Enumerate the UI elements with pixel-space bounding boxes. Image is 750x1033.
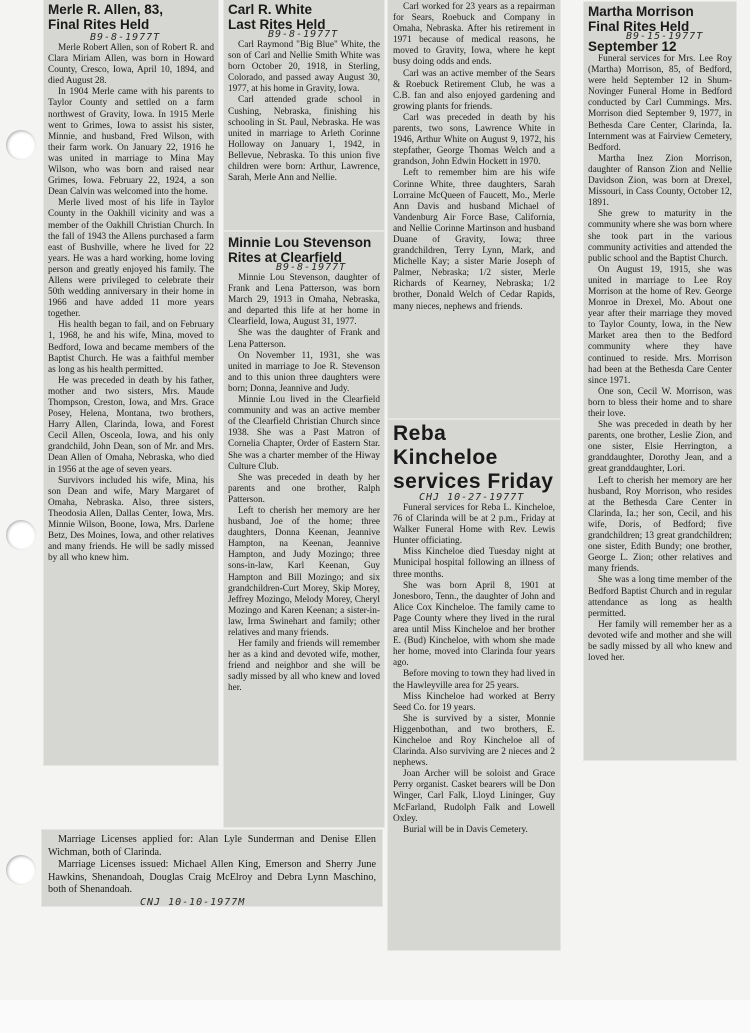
paragraph: She was born April 8, 1901 at Jonesboro, Tenn., the daughter of John and Alice Cox Kincheloe. The family came to Page County where they lived in the rural area until Miss Kincheloe and her brother E. (Bud) Kincheloe, with whom she made her home, moved into Clarinda four years ago. [393, 580, 555, 669]
paragraph: She was preceded in death by her parents, one brother, Leslie Zion, and one sister, Elsie Herrington, a granddaughter, Dorothy Jean, and a great granddaughter, Lori. [588, 420, 732, 475]
punch-hole [6, 130, 36, 160]
headline: services Friday [393, 470, 554, 493]
paragraph: Her family and friends will remember her as a kind and devoted wife, mother, friend and neighbor and she will be sadly missed by all who knew and loved her. [228, 639, 380, 694]
headline: Martha Morrison [588, 4, 694, 19]
punch-hole [6, 520, 36, 550]
licenses-issued: Marriage Licenses issued: Michael Allen King, Emerson and Sherry June Hawkins, Shenandoah, Douglas Craig McElroy and Debra Lynn Maschino, both of Shenandoah. [48, 859, 376, 895]
paragraph: Carl worked for 23 years as a repairman for Sears, Roebuck and Company in Omaha, Nebraska. After his retirement in 1971 because of medical reasons, he moved to Gravity, Iowa, where he kept busy doing odds and ends. [393, 2, 555, 68]
headline: Final Rites Held [48, 17, 150, 32]
paragraph: Survivors included his wife, Mina, his son Dean and wife, Mary Margaret of Omaha, Nebraska. Also, three sisters, Theodosia Allen, Dallas Center, Iowa, Mrs. Minnie Wilson, Boone, Iowa, Mrs. Darlene Betz, Des Moines, Iowa, and other relatives and many friends. He will be sadly missed by all who knew him. [48, 475, 214, 564]
paragraph: She was the daughter of Frank and Lena Patterson. [228, 328, 380, 350]
obituary-morrison [584, 2, 736, 760]
headline: Rites at Clearfield [228, 250, 343, 265]
paragraph: One son, Cecil W. Morrison, was born to bless their home and to share their love. [588, 386, 732, 419]
paragraph: Miss Kincheloe had worked at Berry Seed Co. for 19 years. [393, 691, 555, 713]
paragraph: Carl Raymond "Big Blue" White, the son of Carl and Nellie Smith White was born October 20, 1918, in Sterling, Colorado, and passed away August 30, 1977, at his home in Gravity, Iowa. [228, 40, 380, 95]
headline: Carl R. White [228, 2, 313, 17]
paragraph: Funeral services for Mrs. Lee Roy (Martha) Morrison, 85, of Bedford, were held September 12 in Shum-Novinger Funeral Home in Bedford conducted by Carl Cummings. Mrs. Morrison died September 9, 1977, in Bethesda Care Center, Clarinda, Ia. Internment was at Fairview Cemetery, Bedford. [588, 54, 732, 153]
paragraph: Carl was preceded in death by his parents, two sons, Lawrence White in 1946, Arthur White on August 9, 1972, his stepfather, George Thomas Welch and a grandson, John Edwin Hockett in 1970. [393, 112, 555, 168]
handwritten-date: B9-8-1977T [268, 29, 339, 40]
headline: Last Rites Held [228, 17, 326, 32]
paragraph: His health began to fail, and on February 1, 1968, he and his wife, Mina, moved to Bedford, Iowa and became members of the Baptist Church. He was a faithful member as long as his health permitted. [48, 320, 214, 375]
marriage-licenses [42, 830, 382, 906]
paragraph: Before moving to town they had lived in the Hawleyville area for 25 years. [393, 669, 555, 691]
paragraph: Her family will remember her as a devoted wife and mother and she will be sadly missed by all who knew and loved her. [588, 619, 732, 664]
handwritten-date: CHJ 10-27-1977T [419, 492, 525, 503]
headline: September 12 [588, 39, 677, 54]
paragraph: Funeral services for Reba L. Kincheloe, 76 of Clarinda will be at 2 p.m., Friday at Walker Funeral Home with Rev. Lewis Hunter officiating. [393, 503, 555, 547]
handwritten-date: CNJ 10-10-1977M [140, 896, 246, 906]
obituary-allen [44, 0, 218, 765]
paragraph: She was preceded in death by her parents and one brother, Ralph Patterson. [228, 472, 380, 505]
punch-hole [6, 855, 36, 885]
page-bottom-margin [0, 1000, 750, 1033]
obituary-white [224, 0, 384, 230]
paragraph: She was a long time member of the Bedford Baptist Church and in regular attendance as long as health permitted. [588, 575, 732, 619]
paragraph: On November 11, 1931, she was united in marriage to Joe R. Stevenson and to this union three daughters were born; Donna, Jeannive and Judy. [228, 350, 380, 394]
paragraph: Carl was an active member of the Sears & Roebuck Retirement Club, he was a C.B. fan and also enjoyed gardening and growing plants for friends. [393, 68, 555, 112]
headline: Final Rites Held [588, 19, 690, 34]
paragraph: Burial will be in Davis Cemetery. [403, 824, 528, 835]
obituary-kincheloe [388, 420, 560, 950]
paragraph: Minnie Lou Stevenson, daughter of Frank and Lena Patterson, was born March 29, 1913 in Omaha, Nebraska, and departed this life at her home in Clearfield, Iowa, August 31, 1977. [228, 273, 380, 328]
obituary-white-continued [388, 0, 560, 418]
headline: Minnie Lou Stevenson [228, 235, 372, 250]
headline: Reba Kincheloe [393, 422, 498, 469]
paragraph: Merle Robert Allen, son of Robert R. and Clara Miriam Allen, was born in Howard County, Cresco, Iowa, April 10, 1894, and died August 28. [48, 43, 214, 87]
paragraph: She is survived by a sister, Monnie Higgenbothan, and two brothers, E. Kincheloe and Roy Kincheloe all of Clarinda. Also surviving are 2 nieces and 2 nephews. [393, 713, 555, 769]
licenses-applied: Marriage Licenses applied for: Alan Lyle Sunderman and Denise Ellen Wichman, both of Clarinda. [48, 834, 376, 858]
paragraph: Minnie Lou lived in the Clearfield community and was an active member of the Clearfield Christian Church since 1938. She was a Past Matron of Cornelia Chapter, Order of Eastern Star. She was a charter member of the Hiway Culture Club. [228, 395, 380, 472]
obituary-stevenson [224, 232, 384, 827]
paragraph: Left to cherish her memory are her husband, Roy Morrison, who resides at the Bethesda Care Center in Clarinda, Ia.; her son, Cecil, and his wife, Doris, of Bedford; five grandchildren; 13 great grandchildren; one sister, Edith Bundy; one brother, George L. Zion; other relatives and many friends. [588, 475, 732, 575]
handwritten-date: B9-15-1977T [626, 31, 704, 42]
handwritten-date: B9-8-1977T [276, 262, 347, 273]
paragraph: She grew to maturity in the community where she was born where she took part in the various community activities and attended the public school and the Baptist Church. [588, 209, 732, 264]
paragraph: On August 19, 1915, she was united in marriage to Lee Roy Morrison at the home of Rev. George Monroe in Drexel, Mo. About one year after their marriage they moved to Taylor County, Iowa, in the New Market area then to the Bedford community where they have continued to reside. Mrs. Morrison had been at the Bethesda Care Center since 1971. [588, 264, 732, 386]
headline: Merle R. Allen, 83, [48, 2, 164, 17]
paragraph: Carl attended grade school in Cushing, Nebraska, finishing his schooling in St. Paul, Nebraska. He was united in marriage to Arleth Corinne Holloway on January 1, 1942, in Bellevue, Nebraska. To this union five children were born: Arthur, Lawrence, Sarah, Merle Ann and Nellie. [228, 95, 380, 184]
paragraph: Merle lived most of his life in Taylor County in the Oakhill vicinity and was a member of the Oakhill Christian Church. In the fall of 1943 the Allens purchased a farm east of Bushville, where he lived for 22 years. He was a hard working, home loving person and greatly enjoyed his family. The Allens were privileged to celebrate their 50th wedding anniversary in their home in 1966 and have added 11 more years together. [48, 198, 214, 320]
paragraph: Miss Kincheloe died Tuesday night at Municipal hospital following an illness of three months. [393, 547, 555, 580]
handwritten-date: B9-8-1977T [90, 32, 161, 43]
paragraph: Left to cherish her memory are her husband, Joe of the home; three daughters, Donna Keenan, Jeannive Hampton, na Keenan, Jeannive Hampton, and Judy Mozingo; three sons-in-law, Karl Keenan, Guy Hampton and Bill Mozingo; and six grandchildren-Curt Morey, Skip Morey, Jeffrey Mozingo, Melody Morey, Cheryl Mozingo and Karen Keenan; a sister-in-law, Irma Swinehart and family; other relatives and many friends. [228, 505, 380, 638]
paragraph: Joan Archer will be soloist and Grace Perry organist. Casket bearers will be Don Winger, Carl Falk, Lloyd Lininger, Guy McFarland, Rudolph Falk and Lowell Oxley. [393, 769, 555, 824]
paragraph: In 1904 Merle came with his parents to Taylor County and settled on a farm northwest of Gravity, Iowa. In 1915 Merle went to Grimes, Iowa to assist his sister, Minnie, and husband, Fred Wilson, with their farm work. On January 22, 1916 he was united in marriage to Mina May Wilson, who was born and raised near Grimes, Iowa. February 22, 1924, a son Dean Calvin was welcomed into the home. [48, 87, 214, 198]
paragraph: Martha Inez Zion Morrison, daughter of Ranson Zion and Nellie Davidson Zion, was born at Drexel, Missouri, in Cass County, October 12, 1891. [588, 153, 732, 209]
paragraph: Left to remember him are his wife Corinne White, three daughters, Sarah Lorraine McQueen of Faucett, Mo., Merle Ann Davis and husband Michael of Vandenburg Air Force Base, California, and Nellie Corinne Martinson and husband Duane of Gravity, Iowa; three grandchildren, Terry Lynn, Mark, and Michelle Kay; a sister Marie Joseph of Palmer, Nebraska; 1/2 sister, Merle Richards of Kearney, Nebraska; 1/2 brother, Donald Welch of Cedar Rapids, many nieces, nephews and friends. [393, 168, 555, 312]
paragraph: He was preceded in death by his father, mother and two sisters, Mrs. Maude Thompson, Creston, Iowa, and Mrs. Grace Posey, Helena, Montana, two brothers, Harry Allen, Clarinda, Iowa, and Forest Cecil Allen, Osceola, Iowa, and his only grandchild, John Dean, son of Mr. and Mrs. Dean Allen of Omaha, Nebraska, who died in 1956 at the age of seven years. [48, 375, 214, 475]
